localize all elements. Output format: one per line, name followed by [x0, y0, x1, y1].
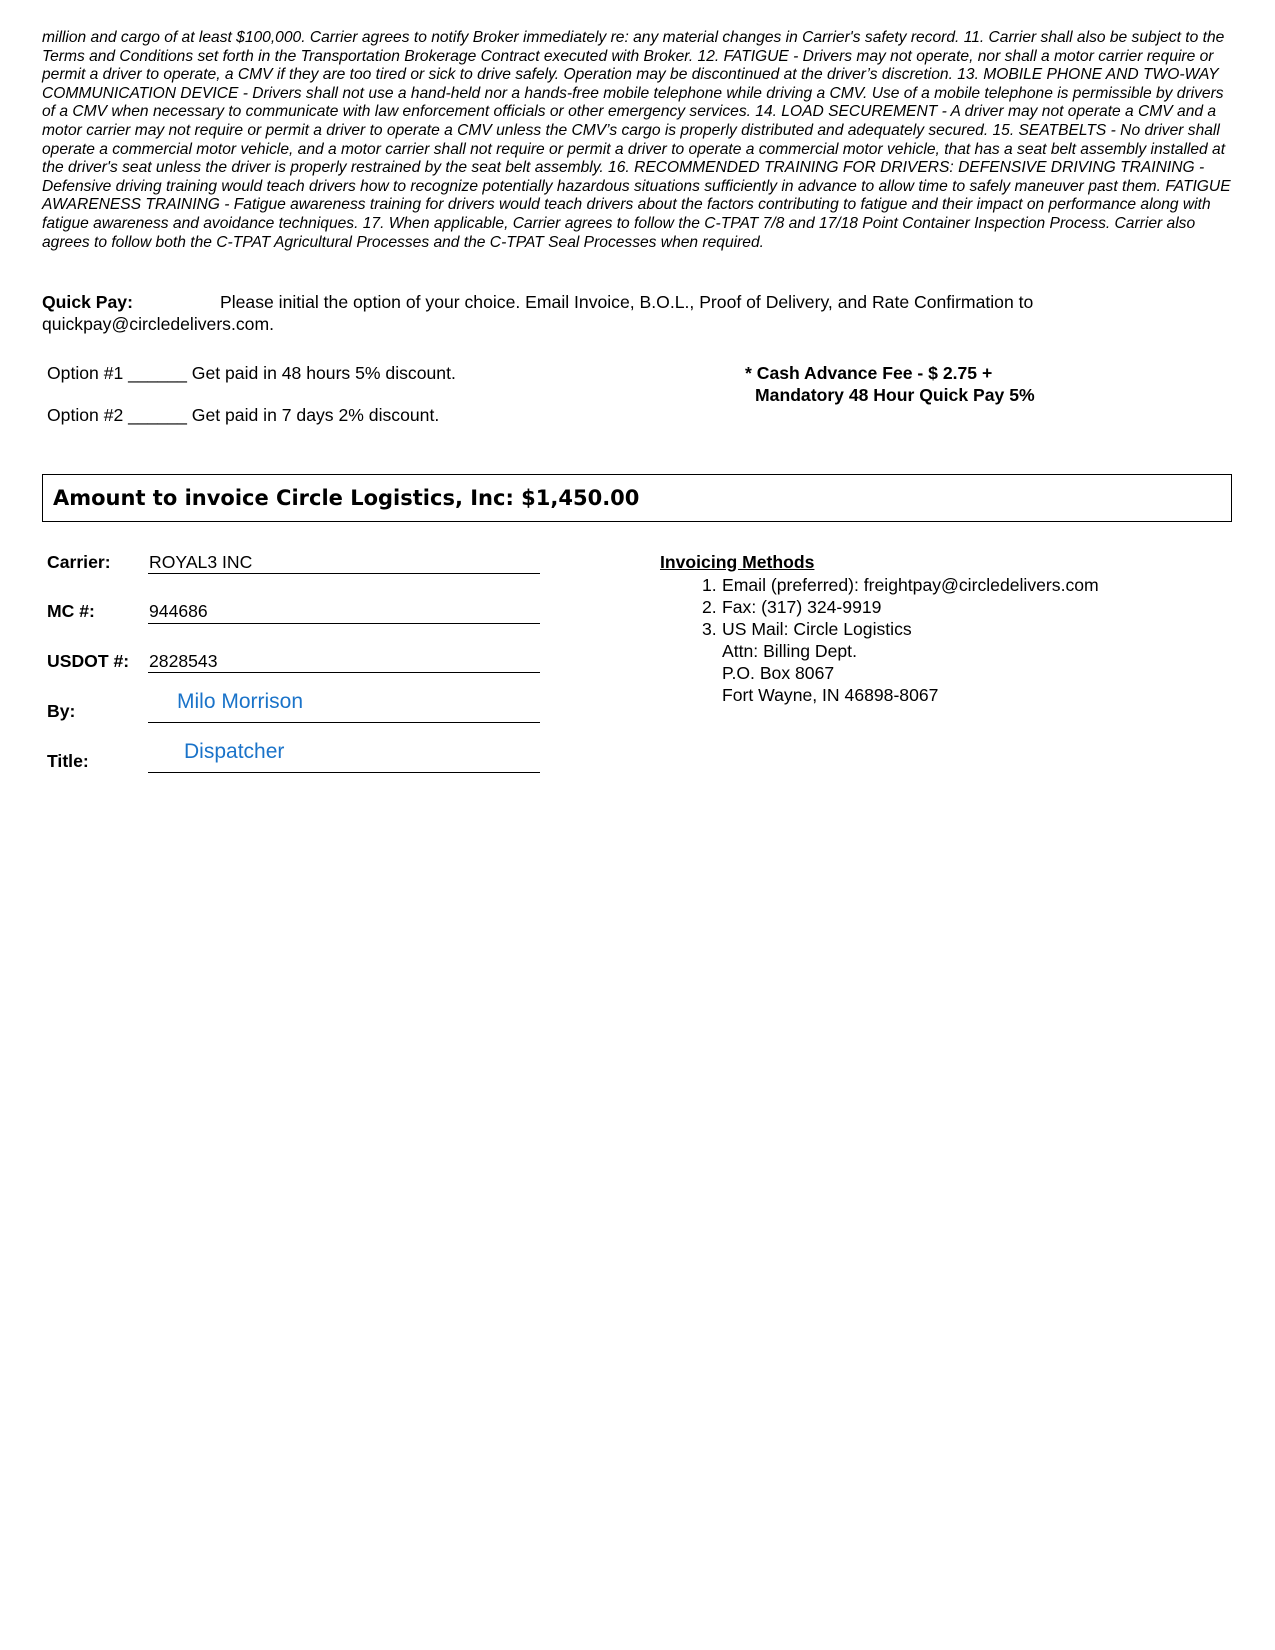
invoicing-methods-list	[660, 574, 1099, 706]
quick-pay-option-1: Option #1 ______ Get paid in 48 hours 5% discount.	[47, 363, 456, 383]
invoicing-method-mail: US Mail: Circle Logistics	[722, 619, 912, 639]
carrier-value: ROYAL3 INC	[149, 552, 253, 572]
title-label: Title:	[47, 751, 89, 771]
mc-number-value: 944686	[149, 601, 208, 621]
list-item	[660, 618, 1099, 706]
quick-pay-instructions: Please initial the option of your choice. Email Invoice, B.O.L., Proof of Delivery, and Rate Confirmation to quickpay@circledelivers.com.	[42, 292, 1034, 334]
carrier-label: Carrier:	[47, 552, 111, 572]
list-item-number: 3.	[702, 619, 717, 639]
carrier-underline	[148, 572, 540, 574]
mail-address-line: Attn: Billing Dept.	[722, 641, 857, 661]
mc-number-underline	[148, 622, 540, 624]
title-underline	[148, 771, 540, 773]
cash-advance-fee-note	[745, 362, 1035, 406]
quick-pay-section	[42, 291, 1232, 335]
cash-advance-fee-line1: * Cash Advance Fee - $ 2.75 +	[745, 363, 993, 383]
by-signature-value: Milo Morrison	[177, 690, 304, 713]
cash-advance-fee-line2: Mandatory 48 Hour Quick Pay 5%	[755, 385, 1035, 405]
by-label: By:	[47, 701, 76, 721]
list-item-number: 2.	[702, 597, 717, 617]
usdot-number-label: USDOT #:	[47, 651, 130, 671]
invoicing-method-email: Email (preferred): freightpay@circledelivers.com	[722, 575, 1099, 595]
amount-to-invoice-text: Amount to invoice Circle Logistics, Inc: $1,450.00	[53, 486, 640, 510]
amount-to-invoice-box	[42, 474, 1232, 522]
quick-pay-option-2: Option #2 ______ Get paid in 7 days 2% discount.	[47, 405, 440, 425]
mail-address-line: Fort Wayne, IN 46898-8067	[722, 685, 939, 705]
title-signature-value: Dispatcher	[184, 740, 285, 763]
list-item	[660, 574, 1099, 596]
list-item-number: 1.	[702, 575, 717, 595]
usdot-number-value: 2828543	[149, 651, 218, 671]
quick-pay-label: Quick Pay:	[42, 292, 133, 312]
invoicing-method-fax: Fax: (317) 324-9919	[722, 597, 882, 617]
usdot-number-underline	[148, 671, 540, 673]
by-underline	[148, 721, 540, 723]
list-item	[660, 596, 1099, 618]
mc-number-label: MC #:	[47, 601, 95, 621]
mail-address-line: P.O. Box 8067	[722, 663, 835, 683]
invoicing-methods-heading: Invoicing Methods	[660, 552, 815, 572]
terms-paragraph: million and cargo of at least $100,000. Carrier agrees to notify Broker immediately re: any material changes in Carrier's safety record. 11. Carrier shall also be subject to the Terms and Conditions set forth in the Transportation Brokerage Contract executed with Broker. 12. FATIGUE - Drivers may not operate, nor shall a motor carrier require or permit a driver to operate, a CMV if they are too tired or sick to drive safely. Operation may be discontinued at the driver’s discretion. 13. MOBILE PHONE AND TWO-WAY COMMUNICATION DEVICE - Drivers shall not use a hand-held nor a hands-free mobile telephone while driving a CMV. Use of a mobile telephone is permissible by drivers of a CMV when necessary to communicate with law enforcement officials or other emergency services. 14. LOAD SECUREMENT - A driver may not operate a CMV and a motor carrier may not require or permit a driver to operate a CMV unless the CMV’s cargo is properly distributed and adequately secured. 15. SEATBELTS - No driver shall operate a commercial motor vehicle, and a motor carrier shall not require or permit a driver to operate a commercial motor vehicle, that has a seat belt assembly installed at the driver's seat unless the driver is properly restrained by the seat belt assembly. 16. RECOMMENDED TRAINING FOR DRIVERS: DEFENSIVE DRIVING TRAINING - Defensive driving training would teach drivers how to recognize potentially hazardous situations sufficiently in advance to allow time to safely maneuver past them. FATIGUE AWARENESS TRAINING - Fatigue awareness training for drivers would teach drivers about the factors contributing to fatigue and their impact on performance along with fatigue awareness and avoidance techniques. 17. When applicable, Carrier agrees to follow the C-TPAT 7/8 and 17/18 Point Container Inspection Process. Carrier also agrees to follow both the C-TPAT Agricultural Processes and the C-TPAT Seal Processes when required.	[42, 29, 1231, 251]
